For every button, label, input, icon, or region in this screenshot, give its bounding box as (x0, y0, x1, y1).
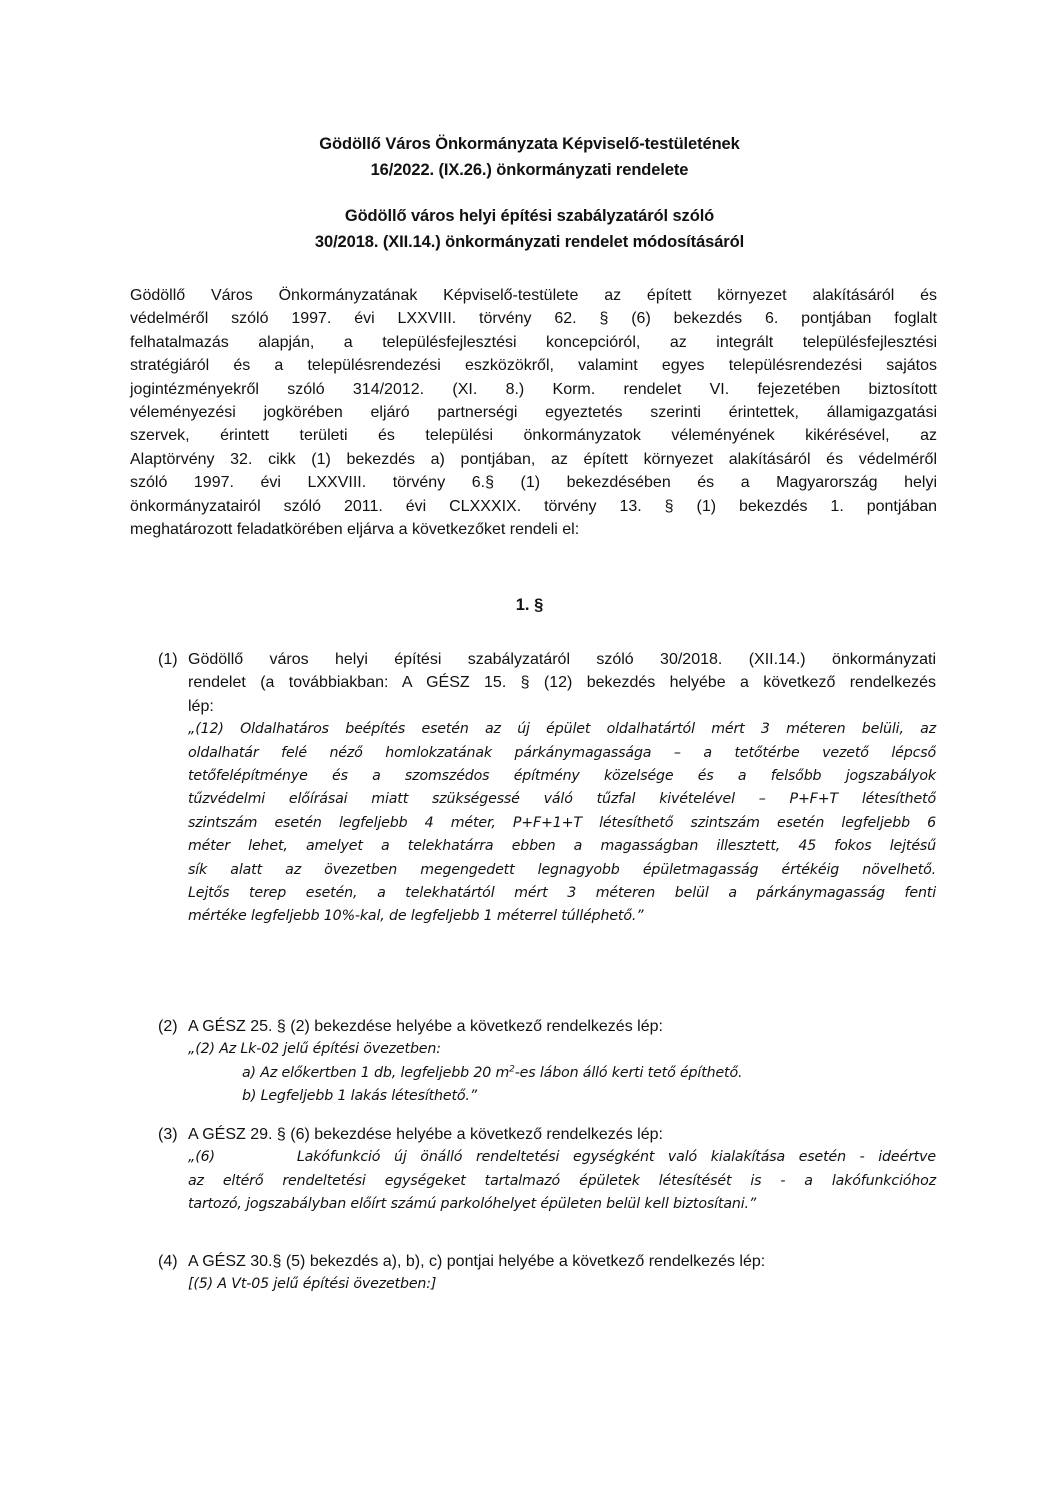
item-intro-line: A GÉSZ 30.§ (5) bekezdés a), b), c) pontjai helyébe a következő rendelkezés lép: (188, 1253, 766, 1270)
quoted-provision-line: tetőfelépítménye és a szomszédos építmény közelsége és a felsőbb jogszabályok (188, 768, 936, 785)
quoted-provision-line: oldalhatár felé néző homlokzatának párkánymagassága – a tetőtérbe vezető lépcső (188, 744, 936, 761)
quoted-provision-line: „(6) Lakófunkció új önálló rendeltetési egységként való kialakítása esetén - ideértve (188, 1149, 936, 1166)
subpoint-text: -es lábon álló kerti tető építhető. (514, 1064, 743, 1081)
preamble-line: meghatározott feladatkörében eljárva a következőket rendeli el: (130, 521, 580, 539)
item-number: (2) (158, 1018, 178, 1035)
item-intro-line: lép: (188, 697, 214, 715)
preamble-line: felhatalmazás alapján, a településfejlesztési koncepcióról, az integrált településfejlesztési (130, 333, 937, 351)
quoted-provision-line: tartozó, jogszabályban előírt számú parkolóhelyet épületen belül kell biztosítani.” (188, 1196, 757, 1213)
decree-subject (0, 203, 1059, 255)
decree-title-line: 16/2022. (IX.26.) önkormányzati rendelete (370, 161, 689, 179)
preamble-line: stratégiáról és a településrendezési eszközökről, valamint egyes településrendezési sajátos (130, 357, 937, 375)
decree-subject-line: Gödöllő város helyi építési szabályzatáról szóló (344, 207, 715, 225)
item-intro-line: Gödöllő város helyi építési szabályzatáról szóló 30/2018. (XII.14.) önkormányzati (188, 651, 936, 668)
item-intro-line: A GÉSZ 29. § (6) bekezdése helyébe a következő rendelkezés lép: (188, 1126, 663, 1143)
preamble-line: szervek, érintett területi és települési önkormányzatok véleményének kikérésével, az (130, 427, 937, 445)
preamble-line: önkormányzatairól szóló 2011. évi CLXXXIX. törvény 13. § (1) bekezdés 1. pontjában (130, 497, 937, 515)
preamble-line: védelméről szóló 1997. évi LXXVIII. törvény 62. § (6) bekezdés 6. pontjában foglalt (130, 310, 937, 328)
item-number: (4) (158, 1253, 178, 1270)
quoted-provision-line: „(12) Oldalhatáros beépítés esetén az új épület oldalhatártól mért 3 méteren belüli, az (188, 721, 936, 738)
item-number: (3) (158, 1126, 178, 1143)
preamble-line: Alaptörvény 32. cikk (1) bekezdés a) pontjában, az épített környezet alakításáról és védelméről (130, 450, 937, 468)
preamble-line: jogintézményekről szóló 314/2012. (XI. 8.) Korm. rendelet VI. fejezetében biztosított (130, 380, 937, 398)
quoted-subpoint-a (188, 1062, 936, 1085)
quoted-provision-line: szintszám esetén legfeljebb 4 méter, P+F+1+T létesíthető szintszám esetén legfeljebb 6 (188, 814, 936, 831)
quoted-provision-line: méter lehet, amelyet a telekhatárra ebben a magasságban illesztett, 45 fokos lejtésű (188, 838, 936, 855)
quoted-subpoint-b (188, 1085, 936, 1108)
quoted-provision-line: az eltérő rendeltetési egységeket tartalmazó épületek létesítését is - a lakófunkcióhoz (188, 1172, 936, 1189)
quoted-provision-line: tűzvédelmi előírásai miatt szükségessé váló tűzfal kivételével – P+F+T létesíthető (188, 791, 936, 808)
superscript: 2 (509, 1064, 515, 1075)
preamble-paragraph (130, 284, 937, 541)
preamble-line: Gödöllő Város Önkormányzatának Képviselő-testülete az épített környezet alakításáról és (130, 287, 937, 304)
decree-subject-line: 30/2018. (XII.14.) önkormányzati rendelet módosításáról (314, 233, 745, 251)
quoted-provision-line: sík alatt az övezetben megengedett legnagyobb épületmagasság értékéig növelhető. (188, 861, 936, 878)
subpoint-text: a) Az előkertben 1 db, legfeljebb 20 m (242, 1064, 510, 1081)
section-heading: 1. § (515, 596, 544, 614)
quoted-provision-line: Lejtős terep esetén, a telekhatártól mért 3 méteren belül a párkánymagasság fenti (188, 885, 936, 902)
preamble-line: szóló 1997. évi LXXVIII. törvény 6.§ (1) bekezdésében és a Magyarország helyi (130, 474, 937, 492)
quoted-provision-line: [(5) A Vt-05 jelű építési övezetben:] (188, 1276, 437, 1293)
quoted-provision-line: mértéke legfeljebb 10%-kal, de legfeljebb 1 méterrel túlléphető.” (188, 908, 644, 925)
preamble-line: véleményezési jogkörében eljáró partnerségi egyeztetés szerinti érintettek, államigazgatási (130, 404, 937, 422)
item-intro-line: A GÉSZ 25. § (2) bekezdése helyébe a következő rendelkezés lép: (188, 1018, 663, 1035)
item-intro-line: rendelet (a továbbiakban: A GÉSZ 15. § (12) bekezdés helyébe a következő rendelkezés (188, 674, 936, 692)
decree-title (0, 131, 1059, 183)
item-number: (1) (158, 651, 178, 668)
decree-title-line: Gödöllő Város Önkormányzata Képviselő-testületének (319, 135, 740, 153)
subpoint-text: b) Legfeljebb 1 lakás létesíthető.” (242, 1088, 477, 1105)
quoted-provision-line: „(2) Az Lk-02 jelű építési övezetben: (188, 1041, 441, 1058)
